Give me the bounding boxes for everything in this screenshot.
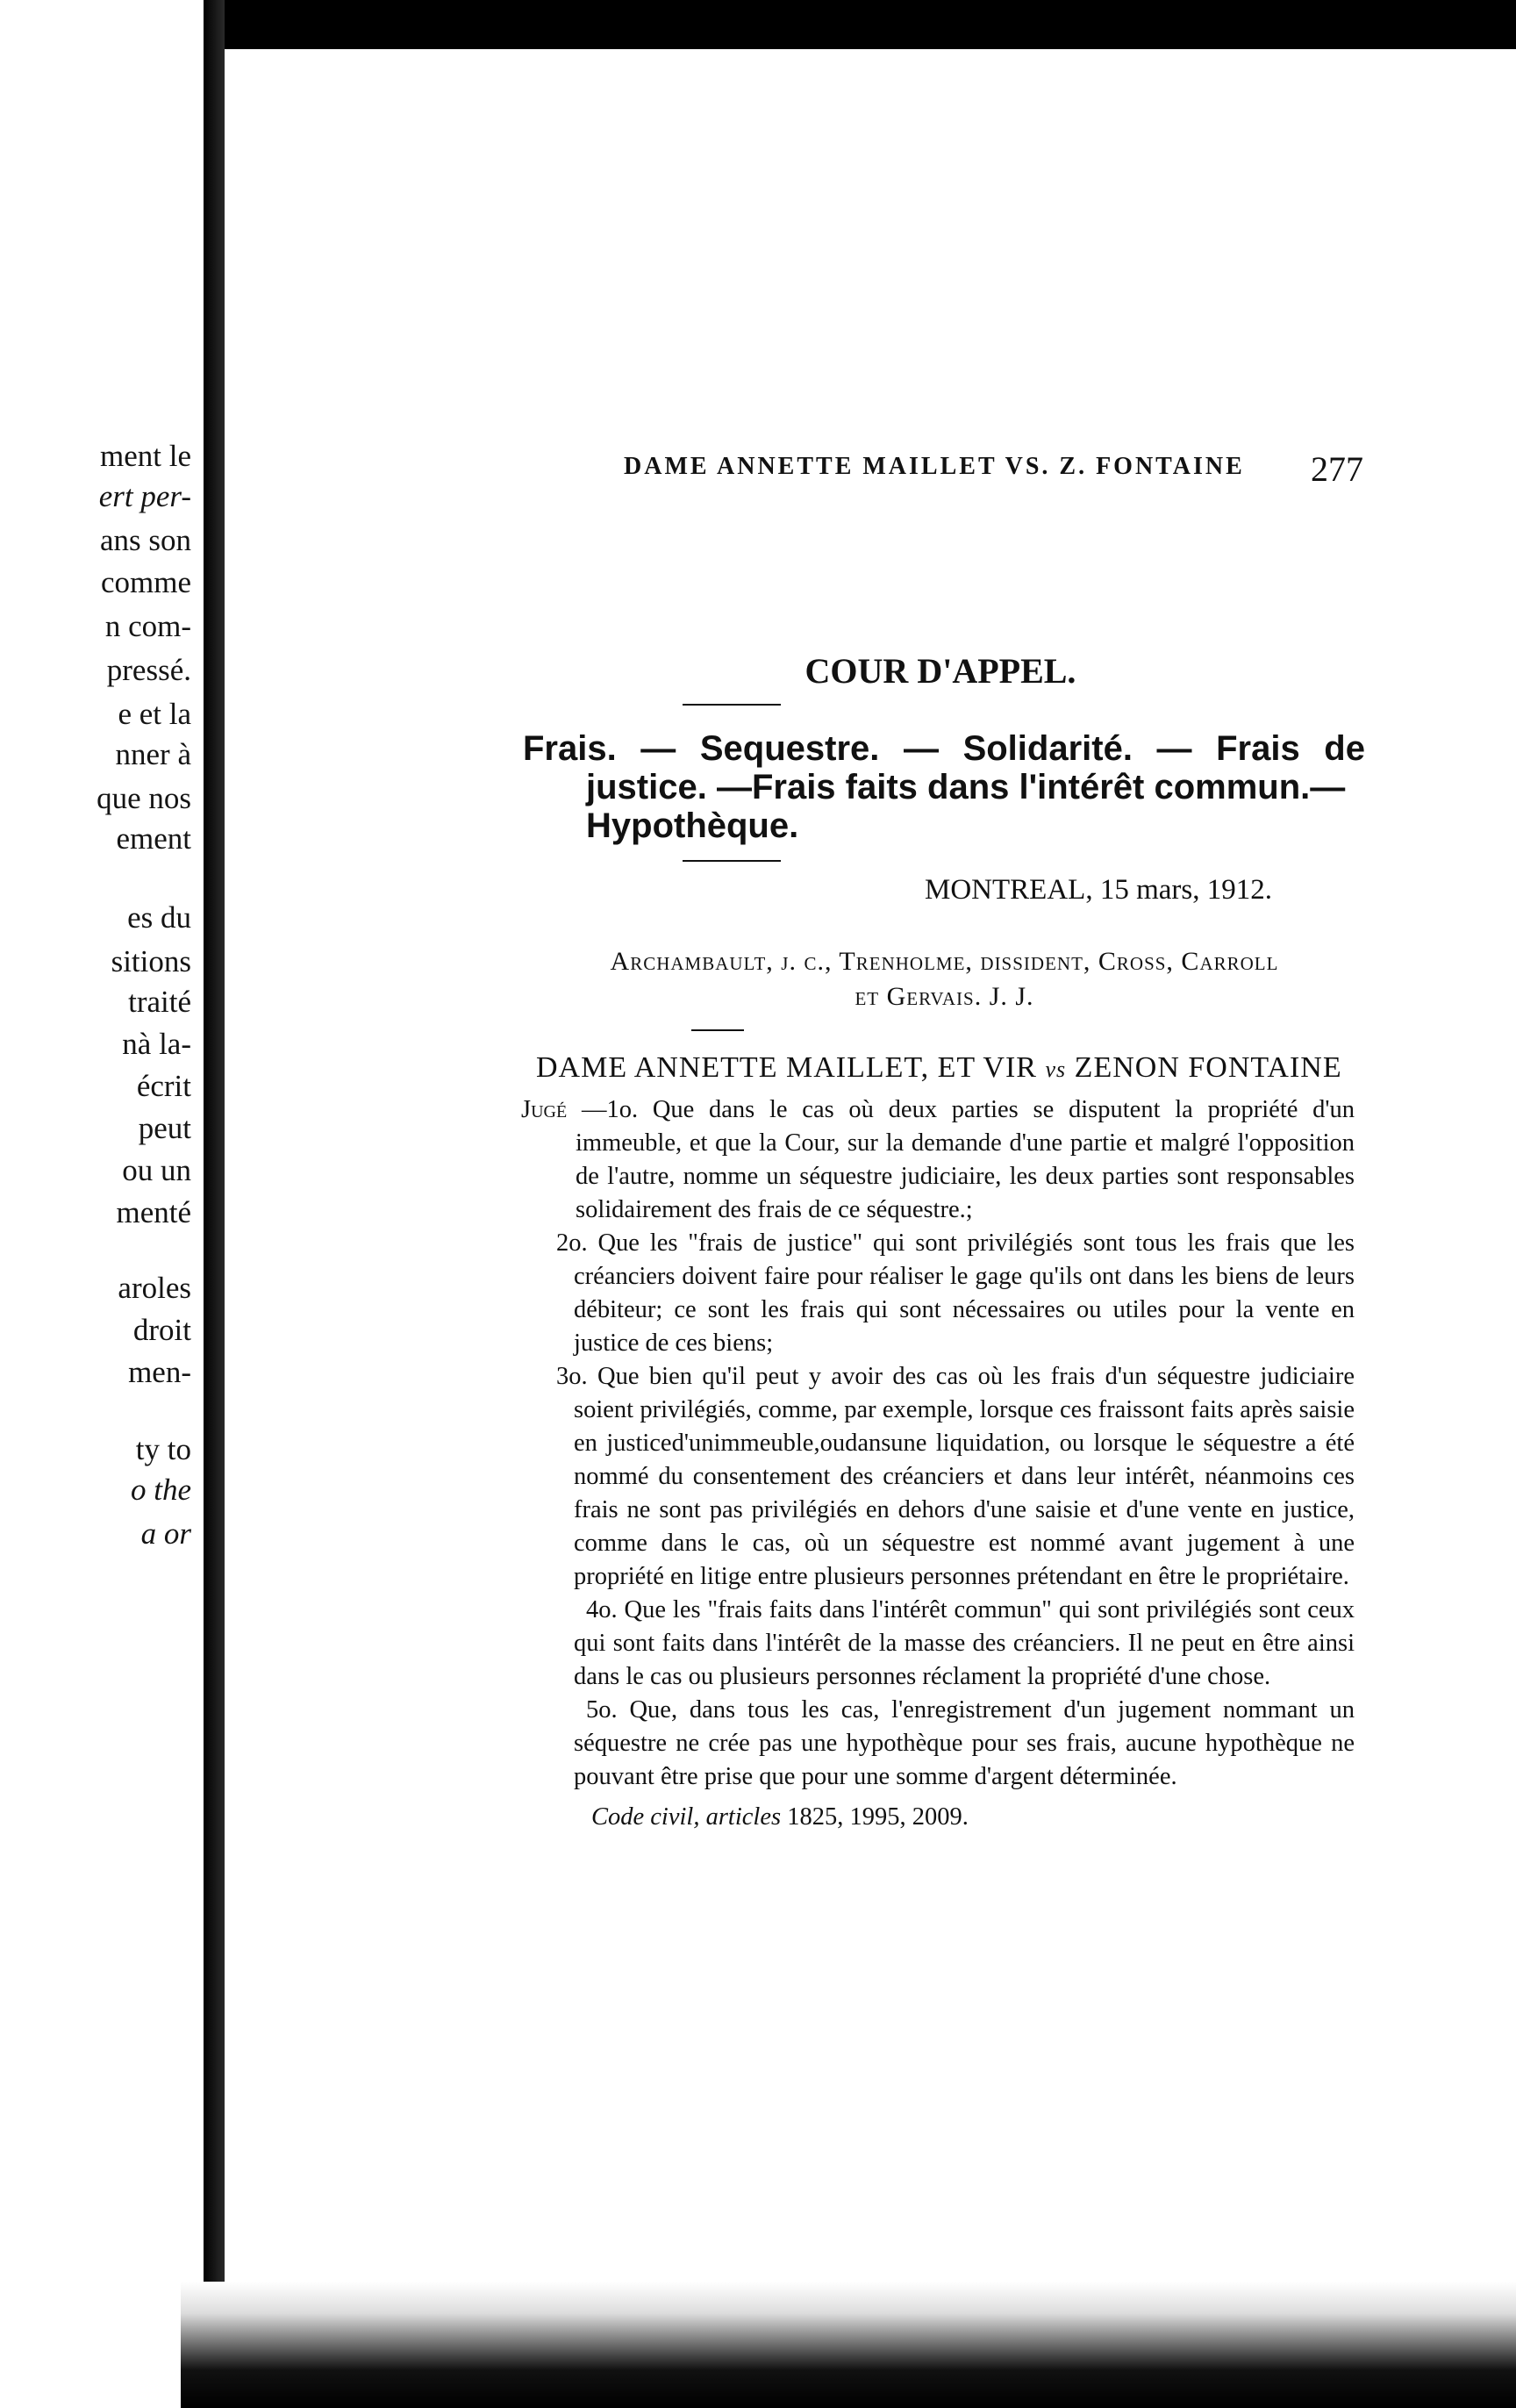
subject-dash: — — [903, 729, 939, 768]
court-title: COUR D'APPEL. — [804, 651, 1076, 691]
facing-page-text-fragment: men- — [128, 1355, 191, 1389]
subject-term: Frais — [1216, 729, 1300, 768]
facing-page-text-fragment: écrit — [136, 1069, 191, 1103]
subject-term: Solidarité. — [962, 729, 1133, 768]
facing-page-text-fragment: sitions — [111, 944, 191, 978]
versus: vs — [1045, 1057, 1067, 1082]
page-number: 277 — [1311, 449, 1363, 489]
facing-page-text-fragment: o the — [130, 1473, 191, 1507]
facing-page-text-fragment: ou un — [122, 1153, 191, 1187]
subject-line-3: Hypothèque. — [586, 806, 799, 845]
holding-text: —1o. Que dans le cas où deux parties se disputent la propriété d'un immeuble, et que la Cour, sur la demande d'une partie et malgré l'opposition de l'autre, nomme un séquestre judiciaire, les deux parties sont responsables solidairement des frais de ce séquestre.; — [576, 1096, 1355, 1223]
citation-source: Code civil, articles — [591, 1803, 782, 1831]
facing-page-text-fragment: ty to — [135, 1432, 191, 1466]
facing-page-text-fragment: que nos — [97, 781, 191, 815]
subject-headnote — [523, 729, 1365, 845]
case-parties — [536, 1051, 1342, 1085]
facing-page-text-fragment: es du — [127, 900, 191, 935]
subject-dash: — — [640, 729, 676, 768]
subject-line-2: justice. —Frais faits dans l'intérêt commun.— — [586, 768, 1346, 806]
separator-rule — [683, 860, 781, 862]
page — [225, 49, 1516, 2359]
separator-rule — [691, 1029, 744, 1031]
facing-page-text-fragment: droit — [132, 1313, 191, 1347]
facing-page-text-fragment: comme — [100, 565, 191, 599]
facing-page-text-fragment: nà la- — [122, 1027, 191, 1061]
facing-page-text-fragment: ans son — [99, 523, 191, 557]
holdings — [521, 1093, 1355, 1834]
holding-lead: Jugé — [521, 1096, 568, 1123]
subject-line-1 — [523, 729, 1365, 768]
facing-page-text-fragment: pressé. — [106, 653, 191, 687]
holding-1 — [521, 1093, 1355, 1227]
separator-rule — [683, 704, 781, 706]
judges-line-1: Archambault, j. c., Trenholme, dissident, Cross, Carroll — [610, 947, 1279, 976]
citation-articles: 1825, 1995, 2009. — [787, 1803, 969, 1831]
holding-3: 3o. Que bien qu'il peut y avoir des cas où les frais d'un séquestre judiciaire soient privilégiés, comme, par exemple, lorsque ces fraissont faits après saisie en justiced'unimmeuble,oudansune liquidation, ou lorsque le séquestre a été nommé du consentement des créanciers et dans leur intérêt, néanmoins ces frais ne sont pas privilégiés en dehors d'une saisie et d'une vente en justice, comme dans le cas, où un séquestre est nommé avant jugement à une propriété en litige entre plusieurs personnes prétendant en être le propriétaire. — [556, 1363, 1355, 1590]
subject-dash: — — [1156, 729, 1192, 768]
facing-page-text-fragment: aroles — [118, 1271, 191, 1305]
facing-page-text-fragment: menté — [116, 1195, 191, 1229]
subject-term: Sequestre. — [699, 729, 880, 768]
facing-page-text-fragment: a or — [140, 1516, 191, 1551]
facing-page-text-fragment: nner à — [115, 737, 191, 771]
code-citation — [521, 1801, 1355, 1834]
page-gutter — [204, 0, 225, 2408]
facing-page-text-fragment: n com- — [104, 609, 191, 643]
page-bottom-edge — [181, 2282, 1516, 2408]
defendant: ZENON FONTAINE — [1074, 1051, 1342, 1084]
holding-2: 2o. Que les "frais de justice" qui sont privilégiés sont tous les frais que les créanciers doivent faire pour réaliser le gage qu'ils ont dans les biens de leurs débiteur; ce sont les frais qui sont nécessaires ou utiles pour la vente en justice de ces biens; — [556, 1229, 1355, 1357]
plaintiff: DAME ANNETTE MAILLET, ET VIR — [536, 1051, 1037, 1084]
holding-5: 5o. Que, dans tous les cas, l'enregistrement d'un jugement nommant un séquestre ne crée pas une hypothèque pour ses frais, aucune hypothèque ne pouvant être prise que pour une somme d'argent déterminée. — [574, 1696, 1355, 1790]
facing-page-text-fragment: e et la — [118, 697, 191, 731]
running-head: DAME ANNETTE MAILLET VS. Z. FONTAINE — [624, 453, 1245, 480]
facing-page-text-fragment: ement — [116, 821, 191, 856]
facing-page-text-fragment: ert per- — [98, 479, 191, 513]
subject-term: Frais. — [523, 729, 617, 768]
facing-page-text-fragment: ment le — [100, 439, 191, 473]
judges-line-2: et Gervais. J. J. — [855, 982, 1034, 1011]
facing-page-text-fragment: peut — [138, 1111, 191, 1145]
place-date: MONTREAL, 15 mars, 1912. — [925, 874, 1272, 906]
holding-4: 4o. Que les "frais faits dans l'intérêt commun" qui sont privilégiés sont ceux qui sont faits dans l'intérêt de la masse des créanciers. Il ne peut en être ainsi dans le cas ou plusieurs personnes réclament la propriété d'une chose. — [574, 1596, 1355, 1690]
judges — [556, 944, 1333, 1014]
subject-term: de — [1324, 729, 1365, 768]
facing-page-text-fragment: traité — [128, 985, 191, 1019]
facing-page-fragment — [0, 0, 204, 2408]
